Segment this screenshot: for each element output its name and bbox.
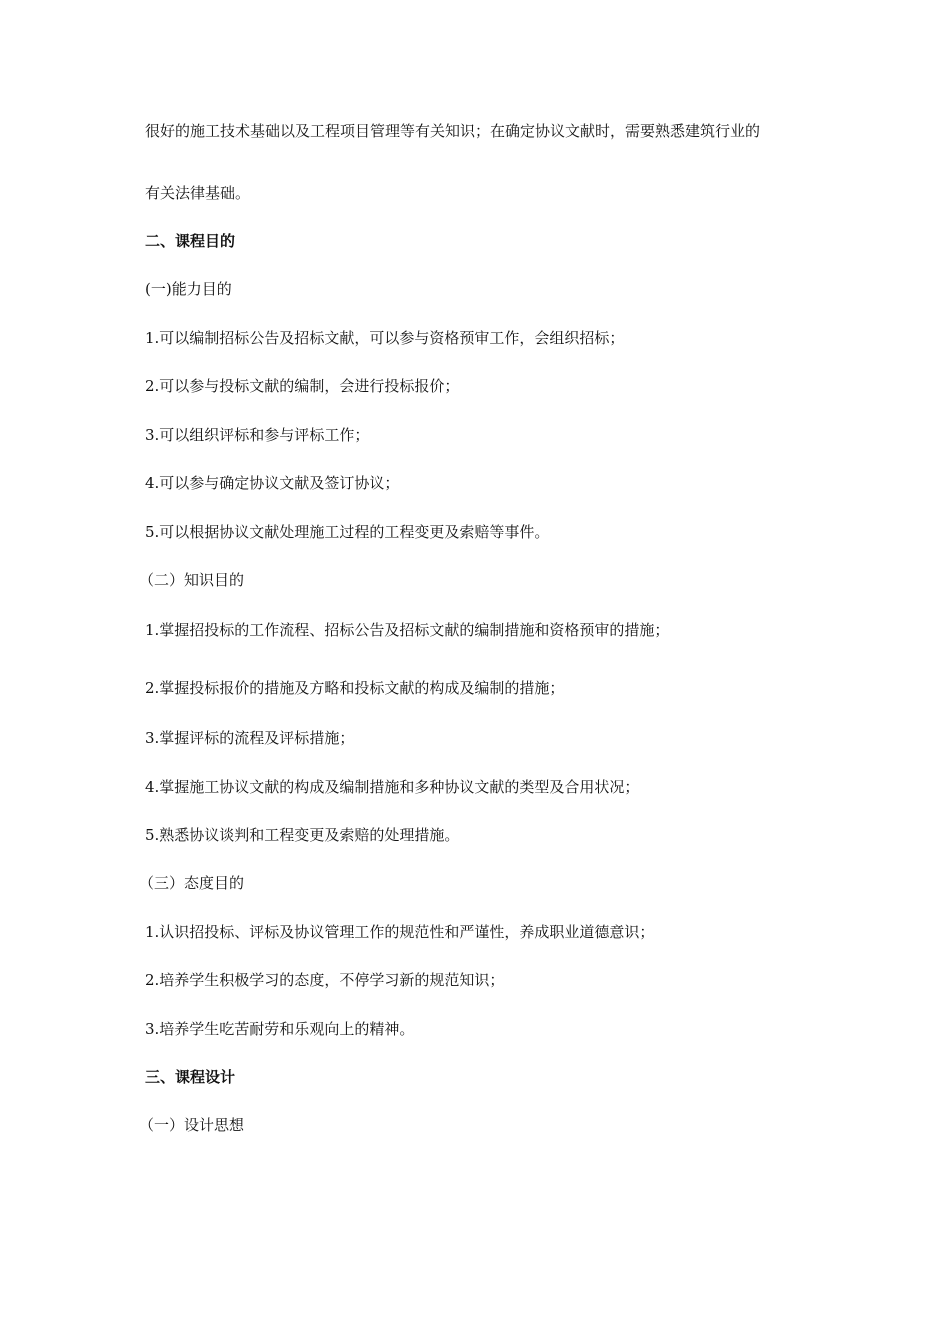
list-item: 3.掌握评标的流程及评标措施； bbox=[145, 729, 355, 747]
list-item: 3.可以组织评标和参与评标工作； bbox=[145, 426, 370, 444]
list-item: 2.可以参与投标文献的编制，会进行投标报价； bbox=[145, 377, 460, 395]
section-heading: 三、课程设计 bbox=[145, 1068, 236, 1086]
subsection-heading: （二）知识目的 bbox=[139, 571, 245, 589]
section-heading: 二、课程目的 bbox=[145, 232, 236, 250]
paragraph-line: 有关法律基础。 bbox=[145, 184, 251, 202]
subsection-heading: （三）态度目的 bbox=[139, 874, 245, 892]
subsection-heading: (一)能力目的 bbox=[145, 280, 232, 298]
list-item: 5.可以根据协议文献处理施工过程的工程变更及索赔等事件。 bbox=[145, 523, 550, 541]
list-item: 1.掌握招投标的工作流程、招标公告及招标文献的编制措施和资格预审的措施； bbox=[145, 621, 670, 639]
list-item: 4.掌握施工协议文献的构成及编制措施和多种协议文献的类型及合用状况； bbox=[145, 778, 640, 796]
list-item: 4.可以参与确定协议文献及签订协议； bbox=[145, 474, 400, 492]
subsection-heading: （一）设计思想 bbox=[139, 1116, 245, 1134]
list-item: 1.认识招投标、评标及协议管理工作的规范性和严谨性，养成职业道德意识； bbox=[145, 923, 655, 941]
list-item: 2.培养学生积极学习的态度，不停学习新的规范知识； bbox=[145, 971, 505, 989]
list-item: 3.培养学生吃苦耐劳和乐观向上的精神。 bbox=[145, 1020, 415, 1038]
paragraph-line: 很好的施工技术基础以及工程项目管理等有关知识；在确定协议文献时，需要熟悉建筑行业的 bbox=[145, 122, 761, 140]
list-item: 1.可以编制招标公告及招标文献，可以参与资格预审工作，会组织招标； bbox=[145, 329, 625, 347]
list-item: 5.熟悉协议谈判和工程变更及索赔的处理措施。 bbox=[145, 826, 460, 844]
list-item: 2.掌握投标报价的措施及方略和投标文献的构成及编制的措施； bbox=[145, 679, 565, 697]
